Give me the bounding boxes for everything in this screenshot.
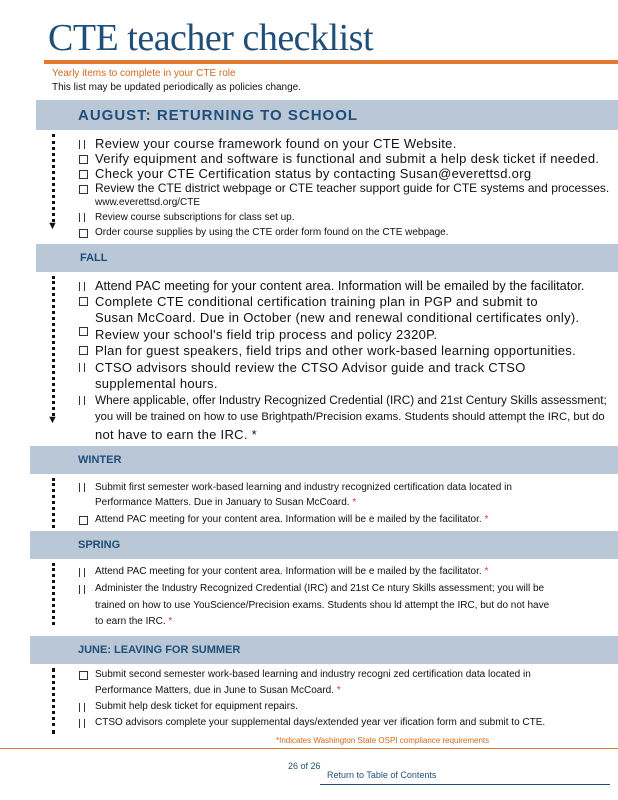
list-item-text: Attend PAC meeting for your content area. Information will be e mailed by the facilitator. [95,514,482,525]
list-item: not have to earn the IRC. * [95,427,258,442]
section-title-june: JUNE: LEAVING FOR SUMMER [78,644,241,656]
section-header-august [36,100,618,130]
title-rule [44,60,618,64]
list-item: Review your course framework found on your CTE Website. [95,136,457,151]
checkbox-icon[interactable] [79,671,88,680]
checkbox-icon[interactable] [79,516,88,525]
section-header-spring [30,531,618,559]
compliance-star: * [484,566,489,577]
section-title-fall: FALL [80,252,108,264]
timeline-dots-fall [52,276,55,416]
list-item: Where applicable, offer Industry Recognized Credential (IRC) and 21st Century Skills assessment; [95,394,607,407]
compliance-footnote: *Indicates Washington State OSPI compliance requirements [276,736,490,745]
timeline-dots-spring [52,563,55,625]
checkbox-icon[interactable] [79,719,85,728]
list-item [95,616,172,628]
compliance-star: * [484,514,489,525]
arrow-down-icon: ▼ [47,220,58,232]
section-header-june [30,636,618,664]
compliance-star: * [352,497,357,508]
section-title-spring: SPRING [78,539,121,551]
list-item: Order course supplies by using the CTE order form found on the CTE webpage. [95,227,449,238]
page-subtitle: Yearly items to complete in your CTE role [52,68,236,79]
section-header-fall [36,244,618,272]
checkbox-icon[interactable] [79,170,88,179]
list-item [95,497,356,509]
page-title: CTE teacher checklist [48,17,374,59]
page-number: 26 of 26 [288,761,321,771]
list-item: supplemental hours. [95,376,218,391]
list-item-text: Performance Matters, due in June to Susan McCoard. [95,685,335,696]
checkbox-icon[interactable] [79,703,85,712]
checkbox-icon[interactable] [79,483,85,492]
checkbox-icon[interactable] [79,229,88,238]
timeline-dots-august [52,134,55,222]
checkbox-icon[interactable] [79,568,85,577]
compliance-star: * [336,685,341,696]
list-item [95,514,488,526]
list-item: Attend PAC meeting for your content area. Information will be emailed by the facilitator. [95,278,585,293]
timeline-dots-winter [52,478,55,528]
list-item [95,566,488,578]
checkbox-icon[interactable] [79,363,85,372]
list-item: Review course subscriptions for class set up. [95,212,295,223]
list-item-text: Attend PAC meeting for your content area. Information will be e mailed by the facilitator. [95,566,482,577]
list-item: Review your school's field trip process and policy 2320P. [95,327,438,342]
checkbox-icon[interactable] [79,327,88,336]
checkbox-icon[interactable] [79,155,88,164]
compliance-star: * [168,616,173,627]
checkbox-icon[interactable] [79,297,88,306]
checkbox-icon[interactable] [79,585,85,594]
section-header-winter [30,446,618,474]
list-item: Review the CTE district webpage or CTE teacher support guide for CTE systems and processes. [95,181,610,195]
list-item-text: to earn the IRC. [95,616,166,627]
list-item: CTSO advisors complete your supplemental days/extended year ver ification form and submit to CTE. [95,717,546,728]
footer-rule [0,748,618,749]
toc-underline [320,784,610,785]
section-title-winter: WINTER [78,454,122,466]
list-item: trained on how to use YouScience/Precision exams. Students shou ld attempt the IRC, but do not have [95,600,550,611]
checkbox-icon[interactable] [79,396,85,405]
section-title-august: AUGUST: RETURNING TO SCHOOL [78,107,359,124]
checkbox-icon[interactable] [79,140,85,149]
return-to-toc-link[interactable]: Return to Table of Contents [327,770,437,780]
checkbox-icon[interactable] [79,185,88,194]
list-item: Complete CTE conditional certification training plan in PGP and submit to [95,294,538,309]
arrow-down-icon: ▼ [47,414,58,426]
list-item: Submit first semester work-based learning and industry recognized certification data located in [95,482,512,493]
list-item: Susan McCoard. Due in October (new and renewal conditional certificates only). [95,310,580,325]
list-item: Submit help desk ticket for equipment repairs. [95,701,298,712]
update-note: This list may be updated periodically as policies change. [52,82,302,93]
checkbox-icon[interactable] [79,282,85,291]
list-item: Submit second semester work-based learning and industry recogni zed certification data located in [95,669,531,680]
list-item: Verify equipment and software is functional and submit a help desk ticket if needed. [95,151,600,166]
list-item: Plan for guest speakers, field trips and other work-based learning opportunities. [95,343,577,358]
list-item: you will be trained on how to use Brightpath/Precision exams. Students should attempt the IRC, but do [95,411,605,423]
list-item: CTSO advisors should review the CTSO Advisor guide and track CTSO [95,360,526,375]
timeline-dots-june [52,668,55,734]
cte-website-link[interactable]: www.everettsd.org/CTE [95,197,201,208]
list-item-text: Performance Matters. Due in January to Susan McCoard. [95,497,350,508]
list-item: Administer the Industry Recognized Credential (IRC) and 21st Ce ntury Skills assessment; you will be [95,583,545,594]
checkbox-icon[interactable] [79,346,88,355]
list-item [95,685,341,697]
checkbox-icon[interactable] [79,213,85,222]
list-item: Check your CTE Certification status by contacting Susan@everettsd.org [95,166,532,181]
